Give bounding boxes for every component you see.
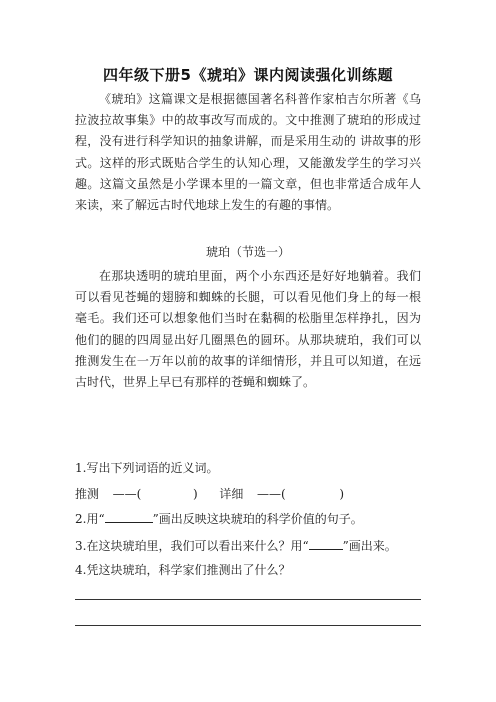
synonym-dash-2: ——( [257,487,286,501]
question-2-suffix: ”画出反映这块琥珀的科学价值的句子。 [152,512,363,526]
question-1-items [75,485,344,502]
synonym-word-1: 推测 [75,487,100,501]
passage-title: 琥珀（节选一） [205,245,290,259]
question-2 [75,510,363,527]
question-3-suffix: ”画出来。 [342,539,397,553]
solid-underline-sample [105,510,153,523]
worksheet-title: 四年级下册5《琥珀》课内阅读强化训练题 [103,66,393,84]
question-3 [75,537,397,554]
synonym-word-2: 详细 [219,487,244,501]
answer-line-1[interactable] [75,599,421,600]
synonym-close-2: ) [339,487,345,501]
underline-sample [309,537,343,550]
question-3-prefix: 3.在这块琥珀里，我们可以看出来什么？用“ [75,539,309,553]
synonym-dash-1: ——( [112,487,142,501]
question-4: 4.凭这块琥珀，科学家们推测出了什么？ [75,563,291,577]
synonym-close-1: ) [193,487,198,501]
answer-line-2[interactable] [75,625,421,626]
question-2-prefix: 2.用“ [75,512,105,526]
question-1: 1.写出下列词语的近义词。 [75,461,219,475]
intro-paragraph: 《琥珀》这篇课文是根据德国著名科普作家柏吉尔所著《乌拉波拉故事集》中的故事改写而成的。文中推测了琥珀的形成过程，没有进行科学知识的抽象讲解，而是采用生动的 讲故事的形式。这样的形式既贴合学生的认知心理，又能激发学生的学习兴趣。这篇文虽然是小学课本里的一篇文章，但也非常适合成年人来读，来了解远古时代地球上发生的有趣的事情。 [75,92,421,213]
passage-paragraph: 在那块透明的琥珀里面，两个小东西还是好好地躺着。我们可以看见苍蝇的翅膀和蜘蛛的长腿，可以看见他们身上的每一根毫毛。我们还可以想象他们当时在黏稠的松脂里怎样挣扎，因为他们的腿的四周显出好几圈黑色的圆环。从那块琥珀，我们可以推测发生在一万年以前的故事的详细情形，并且可以知道，在远古时代，世界上早已有那样的苍蝇和蜘蛛了。 [75,269,421,390]
